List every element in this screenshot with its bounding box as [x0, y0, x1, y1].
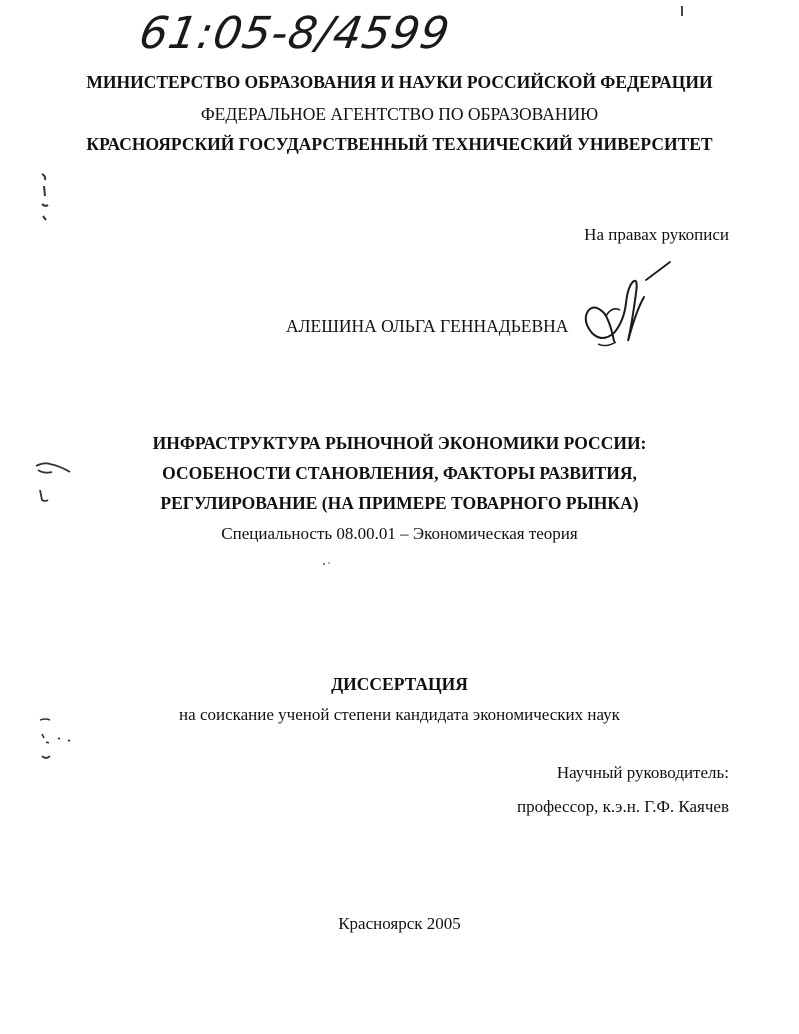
- specialty: Специальность 08.00.01 – Экономическая теория: [221, 524, 578, 543]
- degree-line: на соискание ученой степени кандидата экономических наук: [179, 705, 620, 724]
- title-line-1: ИНФРАСТРУКТУРА РЫНОЧНОЙ ЭКОНОМИКИ РОССИИ:: [152, 433, 647, 453]
- margin-mark: [34, 712, 84, 768]
- scan-mark: [681, 6, 683, 16]
- rights-note: На правах рукописи: [584, 225, 729, 244]
- university-name: КРАСНОЯРСКИЙ ГОСУДАРСТВЕННЫЙ ТЕХНИЧЕСКИЙ УНИВЕРСИТЕТ: [86, 134, 713, 154]
- agency-name: ФЕДЕРАЛЬНОЕ АГЕНТСТВО ПО ОБРАЗОВАНИЮ: [200, 104, 599, 124]
- scan-speck: [318, 558, 338, 570]
- author-name: АЛЕШИНА ОЛЬГА ГЕННАДЬЕВНА: [286, 316, 569, 336]
- signature-image: [576, 256, 686, 356]
- document-type: ДИССЕРТАЦИЯ: [331, 674, 468, 694]
- title-line-2: ОСОБЕНОСТИ СТАНОВЛЕНИЯ, ФАКТОРЫ РАЗВИТИЯ,: [162, 463, 637, 483]
- archive-number: 61:05-8/4599: [135, 8, 454, 59]
- margin-mark: [34, 168, 56, 228]
- title-line-3: РЕГУЛИРОВАНИЕ (НА ПРИМЕРЕ ТОВАРНОГО РЫНКА): [160, 493, 639, 513]
- supervisor-name: профессор, к.э.н. Г.Ф. Каячев: [516, 797, 729, 816]
- supervisor-label: Научный руководитель:: [556, 763, 729, 782]
- ministry-name: МИНИСТЕРСТВО ОБРАЗОВАНИЯ И НАУКИ РОССИЙСКОЙ ФЕДЕРАЦИИ: [86, 72, 713, 92]
- city-year: Красноярск 2005: [338, 914, 461, 933]
